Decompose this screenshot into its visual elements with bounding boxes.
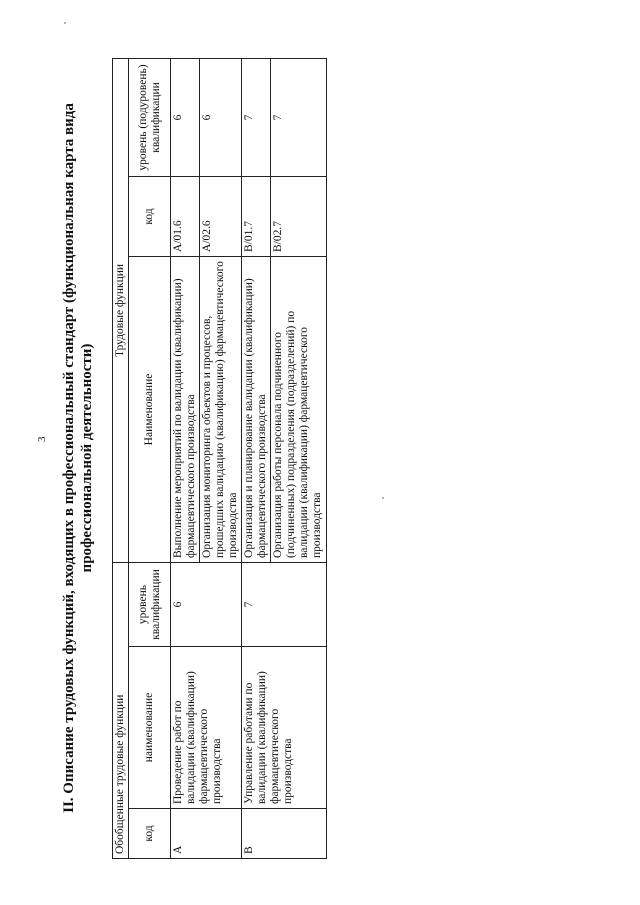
labor-functions-header: Трудовые функции bbox=[113, 58, 129, 562]
row-name: Проведение работ по валидации (квалификации) фармацевтического производства bbox=[171, 647, 242, 809]
scan-speck bbox=[382, 497, 384, 499]
function-name-header: Наименование bbox=[129, 256, 171, 562]
functional-map-table bbox=[112, 58, 327, 859]
row-name: Управление работами по валидации (квалификации) фармацевтического производства bbox=[242, 647, 327, 809]
title-line-2: профессиональной деятельности) bbox=[79, 343, 95, 573]
function-sublevel-header: уровень (подуровень) квалификации bbox=[129, 58, 171, 176]
function-code: B/02.7 bbox=[271, 176, 327, 256]
generalized-functions-header: Обобщенные трудовые функции bbox=[113, 562, 129, 858]
function-name: Выполнение мероприятий по валидации (квалификации) фармацевтического производства bbox=[171, 256, 200, 562]
function-name: Организация работы персонала подчиненного (подчиненных) подразделения (подразделений) по валидации (квалификации) фармацевтического производства bbox=[271, 256, 327, 562]
row-code: A bbox=[171, 809, 242, 859]
table-row bbox=[242, 58, 271, 858]
function-code: A/02.6 bbox=[200, 176, 242, 256]
header-row-1 bbox=[113, 58, 129, 858]
function-name: Организация мониторинга объектов и процессов, прошедших валидацию (квалификацию) фармацевтического производства bbox=[200, 256, 242, 562]
section-title bbox=[60, 63, 96, 853]
qualification-level-header: уровень квалификации bbox=[129, 562, 171, 646]
row-level: 7 bbox=[242, 562, 327, 646]
function-code-header: код bbox=[129, 176, 171, 256]
scan-speck bbox=[64, 22, 66, 24]
row-level: 6 bbox=[171, 562, 242, 646]
name-header: наименование bbox=[129, 647, 171, 809]
table-row bbox=[171, 58, 200, 858]
function-level: 7 bbox=[271, 58, 327, 176]
code-header: код bbox=[129, 809, 171, 859]
header-row-2 bbox=[129, 58, 171, 858]
function-code: B/01.7 bbox=[242, 176, 271, 256]
function-code: A/01.6 bbox=[171, 176, 200, 256]
title-line-1: II. Описание трудовых функций, входящих в профессиональный стандарт (функциональная карта вида bbox=[61, 103, 77, 813]
function-level: 6 bbox=[200, 58, 242, 176]
row-code: B bbox=[242, 809, 327, 859]
page-number: 3 bbox=[36, 436, 48, 442]
function-name: Организация и планирование валидации (квалификации) фармацевтического производства bbox=[242, 256, 271, 562]
function-level: 6 bbox=[171, 58, 200, 176]
function-level: 7 bbox=[242, 58, 271, 176]
